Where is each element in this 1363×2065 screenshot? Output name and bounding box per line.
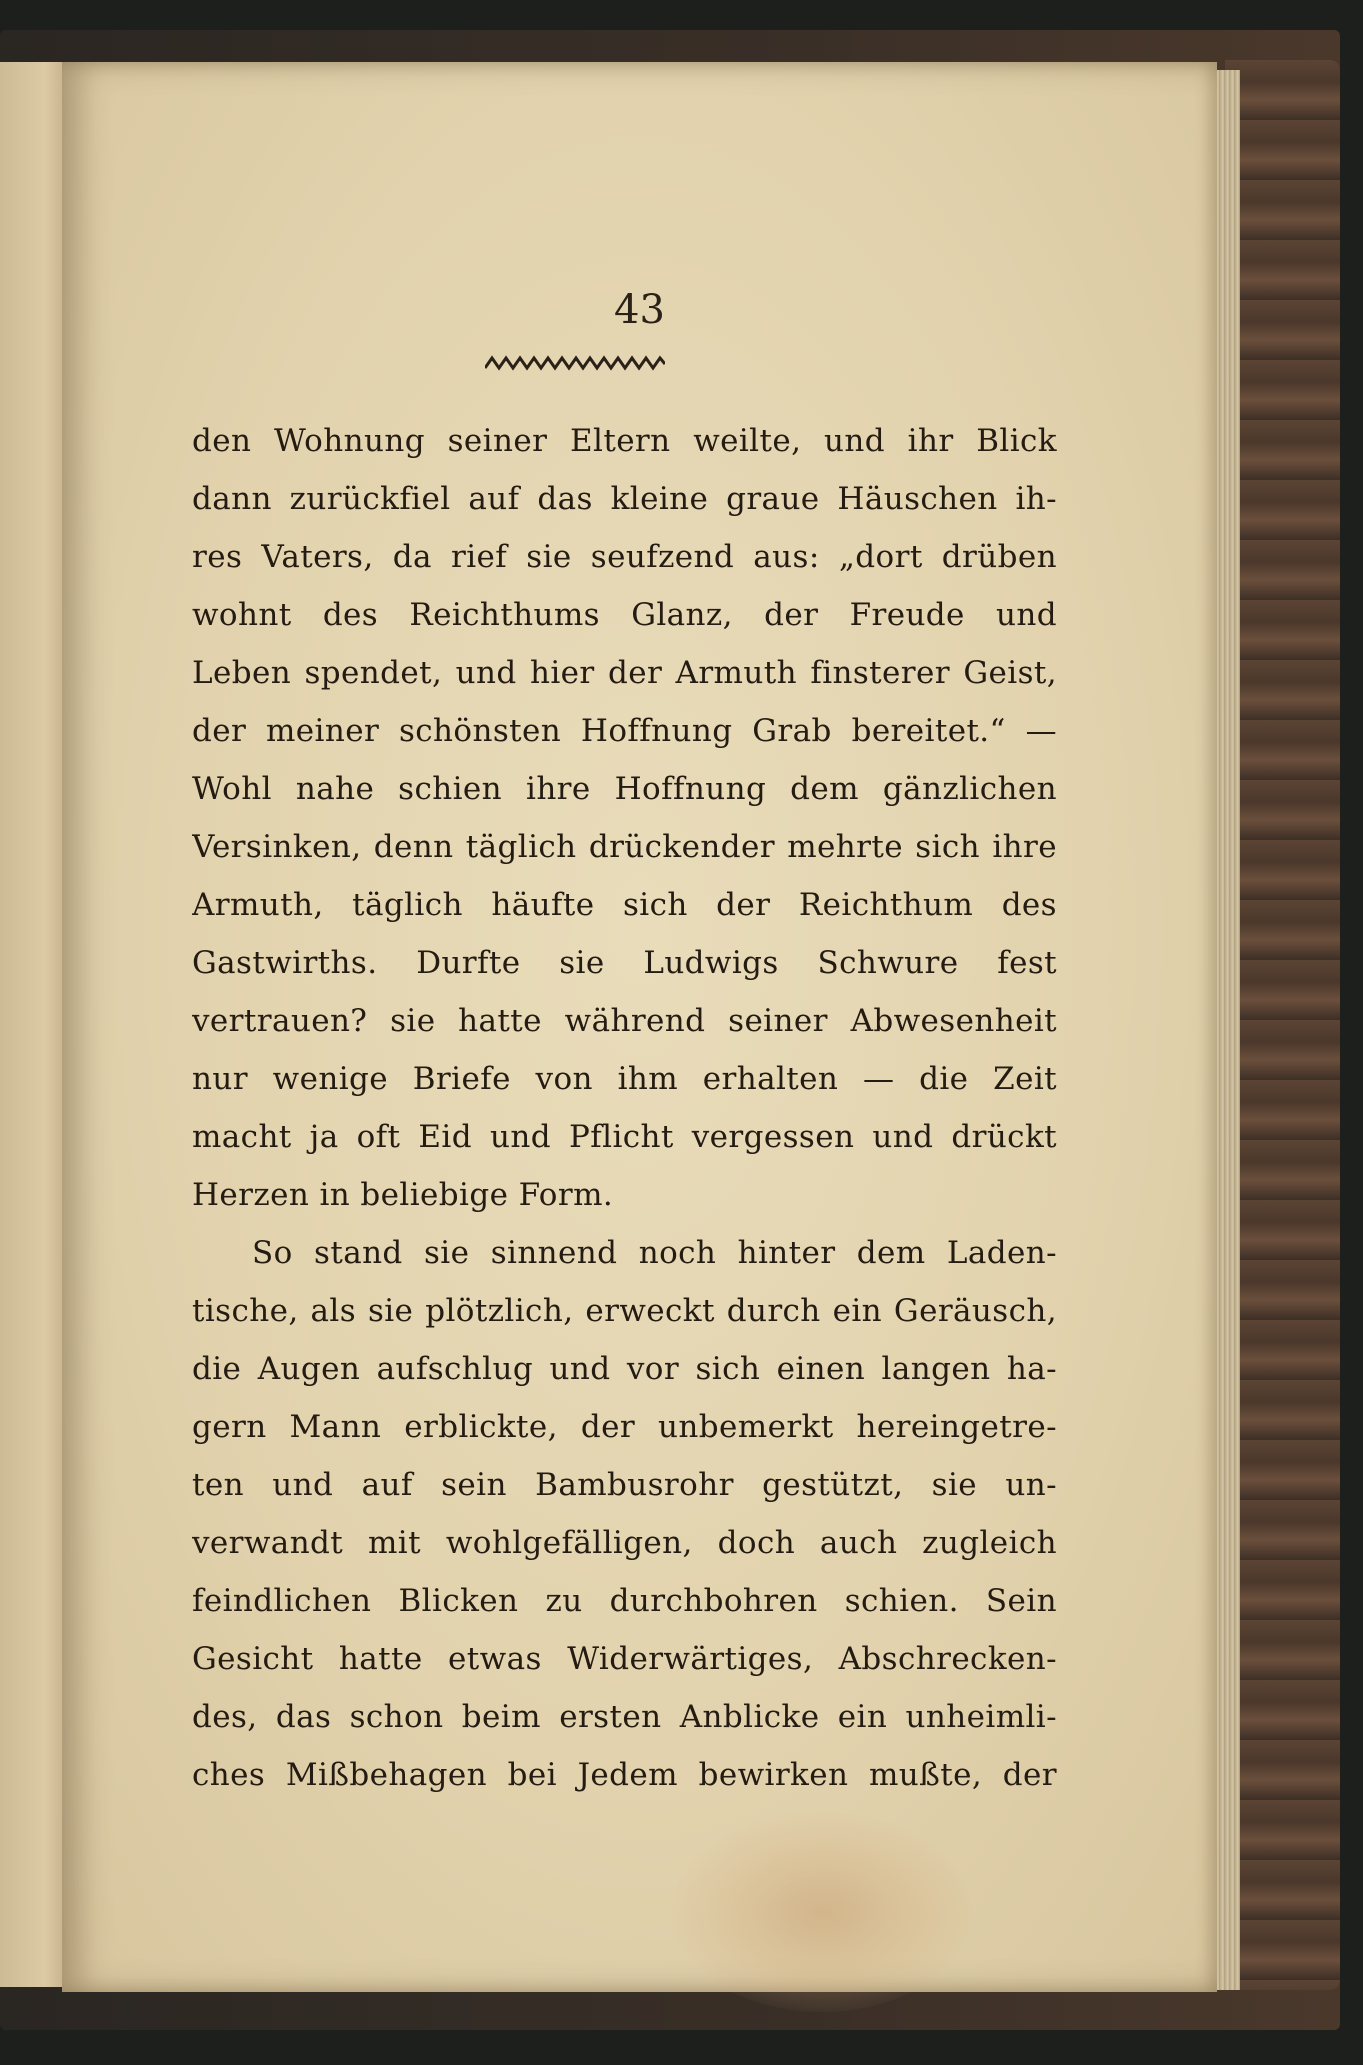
text-line: Gesicht hatte etwas Widerwärtiges, Abschrecken- [192,1641,1057,1677]
text-line: feindlichen Blicken zu durchbohren schien. Sein [192,1583,1057,1619]
text-line: wohnt des Reichthums Glanz, der Freude und [192,597,1057,633]
text-line: ten und auf sein Bambusrohr gestützt, sie un- [192,1467,1057,1503]
book-page [62,62,1217,1992]
text-line: der meiner schönsten Hoffnung Grab bereitet.“ — [192,713,1057,749]
text-line: Versinken, denn täglich drückender mehrte sich ihre [192,829,1057,865]
text-line: verwandt mit wohlgefälligen, doch auch zugleich [192,1525,1057,1561]
text-line: vertrauen? sie hatte während seiner Abwesenheit [192,1003,1057,1039]
body-text [192,412,1057,1804]
page-number: 43 [614,287,665,333]
text-line: Gastwirths. Durfte sie Ludwigs Schwure fest [192,945,1057,981]
ornament-divider [485,350,665,376]
text-line: den Wohnung seiner Eltern weilte, und ihr Blick [192,423,1057,459]
paragraph-start-line: So stand sie sinnend noch hinter dem Laden- [252,1235,1057,1271]
text-line: Wohl nahe schien ihre Hoffnung dem gänzlichen [192,771,1057,807]
text-line: macht ja oft Eid und Pflicht vergessen und drückt [192,1119,1057,1155]
book-edge [1225,60,1340,1990]
text-line: des, das schon beim ersten Anblicke ein unheimli- [192,1699,1057,1735]
text-line: res Vaters, da rief sie seufzend aus: „dort drüben [192,539,1057,575]
text-line: nur wenige Briefe von ihm erhalten — die Zeit [192,1061,1057,1097]
text-line: Leben spendet, und hier der Armuth finsterer Geist, [192,655,1057,691]
text-line: Armuth, täglich häufte sich der Reichthum des [192,887,1057,923]
paragraph-end-line: Herzen in beliebige Form. [192,1177,614,1213]
text-line: ches Mißbehagen bei Jedem bewirken mußte, der [192,1757,1057,1793]
text-line: tische, als sie plötzlich, erweckt durch ein Geräusch, [192,1293,1057,1329]
text-line: dann zurückfiel auf das kleine graue Häuschen ih- [192,481,1057,517]
paper-stain [672,1812,972,2012]
text-line: die Augen aufschlug und vor sich einen langen ha- [192,1351,1057,1387]
text-line: gern Mann erblickte, der unbemerkt hereingetre- [192,1409,1057,1445]
